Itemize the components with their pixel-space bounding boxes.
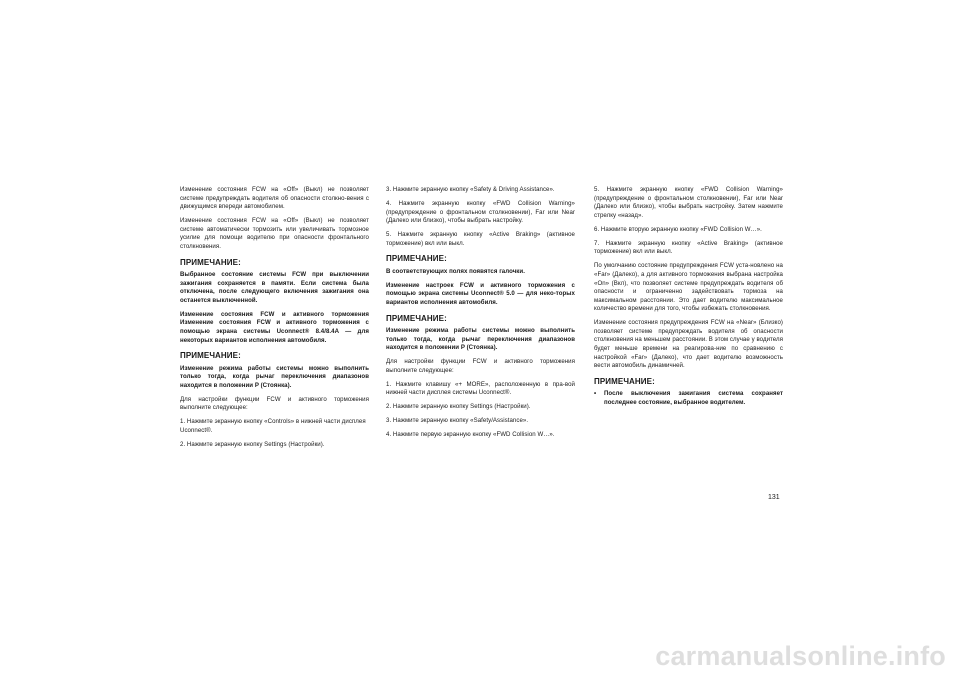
step-item: 3. Нажмите экранную кнопку «Safety/Assistance». [386, 417, 529, 425]
note-heading: ПРИМЕЧАНИЕ: [594, 376, 655, 386]
paragraph: Для настройки функции FCW и активного торможения выполните следующее: [180, 395, 369, 412]
page-number: 131 [768, 494, 780, 501]
bullet-item [594, 390, 783, 407]
step-item: 4. Нажмите экранную кнопку «FWD Collision Warning» (предупреждение о фронтальном столкновении), Far или Near (Далеко или близко), чтобы выбрать настройку. [386, 199, 575, 225]
note-heading: ПРИМЕЧАНИЕ: [180, 351, 241, 361]
note-heading: ПРИМЕЧАНИЕ: [386, 254, 447, 264]
paragraph: Изменение состояния предупреждения FCW на «Near» (Близко) позволяет системе предупреждать водителя об опасности столкновения на меньшем расстоянии. В этом случае у водителя будет меньше времени на реагирова-ние по сравнению с настройкой «Far» (Далеко), что дает водителю возможность вести автомобиль динамичней. [594, 319, 783, 370]
step-item: 5. Нажмите экранную кнопку «FWD Collision Warning» (предупреждение о фронтальном столкновении), Far или Near (Далеко или близко), чтобы выбрать настройку. Затем нажмите стрелку «назад». [594, 186, 783, 219]
paragraph: Изменение состояния FCW на «Off» (Выкл) не позволяет системе предупреждать водителя об опасности столкно-вения с движущимся впереди автомобилем. [180, 186, 369, 211]
note-heading: ПРИМЕЧАНИЕ: [180, 257, 241, 267]
step-item: 1. Нажмите клавишу «+ MORE», расположенную в пра-вой нижней части дисплея системы Uconnect®. [386, 380, 575, 397]
paragraph: По умолчанию состояние предупреждения FCW уста-новлено на «Far» (Далеко), а для активного торможения выбрана настройка «On» (Вкл), что позволяет системе предупреждать водителя об опасности и ограниченно задействовать тормоза на максимальном расстоянии. Это дает водителю максимальное количество времени для того, чтобы избежать столкновения. [594, 262, 783, 313]
note-text: Изменение режима работы системы можно выполнить только тогда, когда рычаг переключения диапазонов находится в положении P (Стоянка). [386, 327, 575, 352]
step-item: 6. Нажмите вторую экранную кнопку «FWD Collision W…». [594, 225, 762, 233]
column-middle [386, 186, 575, 445]
note-text: Изменение режима работы системы можно выполнить только тогда, когда рычаг переключения диапазонов находится в положении P (Стоянка). [180, 364, 369, 389]
paragraph: Для настройки функции FCW и активного торможения выполните следующее: [386, 358, 575, 374]
step-item: 1. Нажмите экранную кнопку «Controls» в нижней части дисплея Uconnect®. [180, 418, 366, 435]
step-item: 4. Нажмите первую экранную кнопку «FWD Collision W…». [386, 431, 555, 439]
note-text: Выбранное состояние системы FCW при выключении зажигания сохраняется в памяти. Если система была отключена, после следующего включения зажигания она останется выключенной. [180, 271, 369, 304]
step-item: 2. Нажмите экранную кнопку Settings (Настройки). [180, 441, 325, 449]
watermark: carmanualsonline.info [655, 641, 946, 671]
paragraph: Изменение состояния FCW на «Off» (Выкл) не позволяет системе автоматически тормозить или увеличивать тормозное усилие для помощи водителю при опасности фронтального столкновения. [180, 217, 369, 250]
column-left [180, 186, 369, 455]
column-right [594, 186, 783, 408]
note-heading: ПРИМЕЧАНИЕ: [386, 313, 447, 323]
step-item: 3. Нажмите экранную кнопку «Safety & Driving Assistance». [386, 186, 555, 193]
step-item: 7. Нажмите экранную кнопку «Active Braking» (активное торможение) вкл или выкл. [594, 239, 783, 256]
note-text: В соответствующих полях появятся галочки. [386, 267, 525, 275]
step-item: 2. Нажмите экранную кнопку Settings (Настройки). [386, 403, 531, 411]
note-text: Изменение состояния FCW и активного торможения Изменение состояния FCW и активного торможения с помощью экрана системы Uconnect® 8.4/8.4A — для некоторых вариантов исполнения автомобиля. [180, 310, 369, 344]
note-text: Изменение настроек FCW и активного торможения с помощью экрана системы Uconnect® 5.0 — для неко-торых вариантов исполнения автомобиля. [386, 281, 575, 307]
step-item: 5. Нажмите экранную кнопку «Active Braking» (активное торможение) вкл или выкл. [386, 231, 575, 247]
bullet-text: После выключения зажигания система сохраняет последнее состояние, выбранное водителем. [604, 390, 783, 406]
bullet-icon: • [594, 390, 597, 398]
